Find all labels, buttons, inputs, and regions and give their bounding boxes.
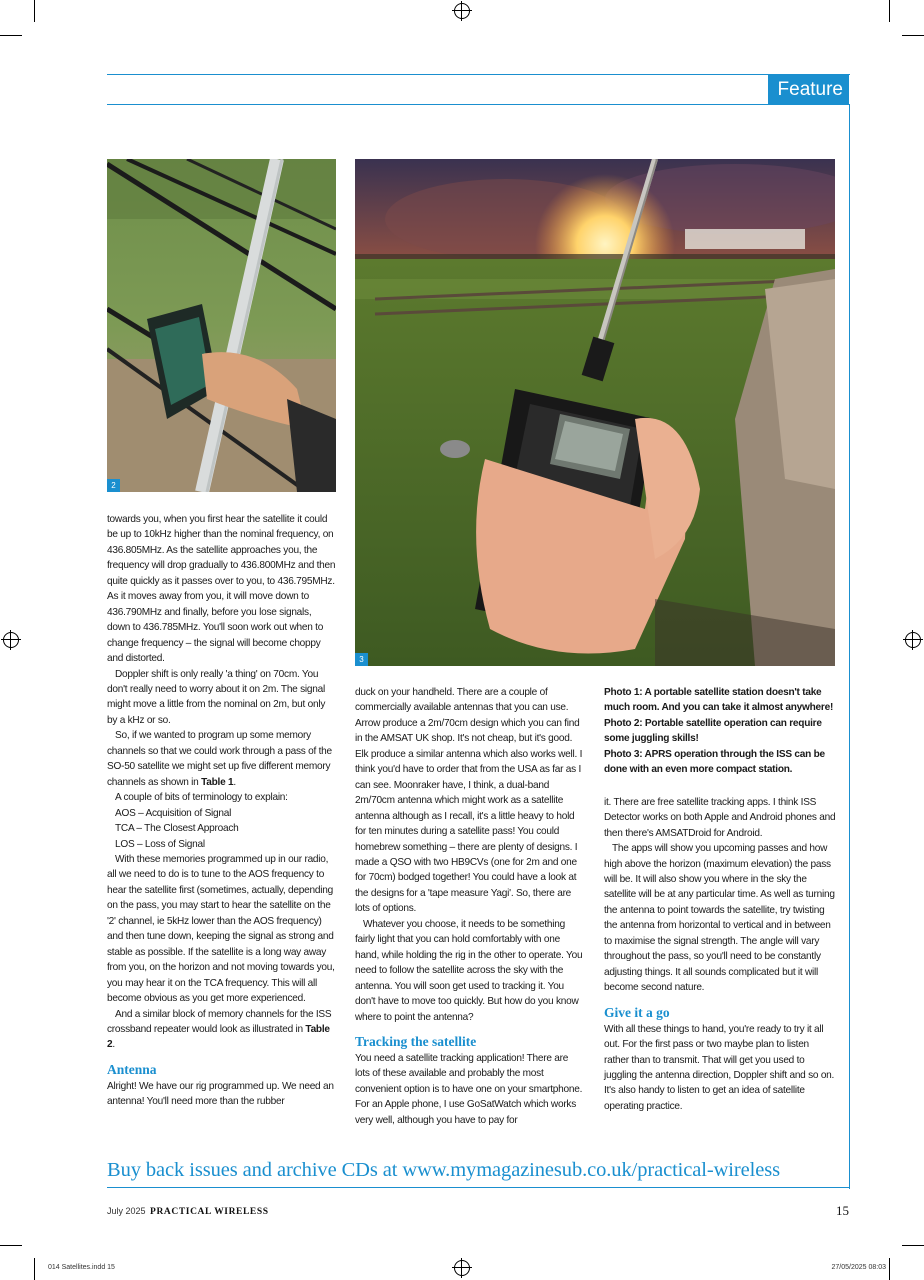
body-paragraph: So, if we wanted to program up some memory channels so that we could work through a pass of the SO-50 satellite we might set up five different memory channels as shown in Table 1.	[107, 730, 332, 788]
yagi-antenna-handheld-photo	[107, 159, 336, 492]
body-paragraph: With these memories programmed up in our radio, all we need to do is to tune to the AOS frequency to hear the satellite first (sometimes, actually, depending on the pass, you may start to hear the satellite on the '2' channel, ie 5kHz lower than the AOS frequency) and then tune down, keeping the signal as strong and stable as possible. If the satellite is a long way away from you, on the horizon and not moving towards you, you may hear it on the TCA frequency. This will all become obvious as you get more experienced.	[107, 853, 335, 1005]
body-paragraph: Doppler shift is only really 'a thing' on 70cm. You don't really need to worry about it on 2m. The signal might move a little from the nominal on 2m, but only by a kHz or so.	[107, 668, 326, 726]
issue-date: July 2025	[107, 1206, 146, 1216]
body-paragraph: The apps will show you upcoming passes and how high above the horizon (maximum elevation) the pass will be. It will also show you where in the sky the satellite will be at any particular time. As well as turning the antenna to point towards the satellite, try twisting the antenna from horizontal to vertical and in between to maximise the signal strength. The angle will vary throughout the pass, so you'll need to be constantly adjusting things. It all sounds complicated but it will become second nature.	[604, 843, 835, 994]
photo-caption: Photo 2: Portable satellite operation can require some juggling skills!	[604, 717, 822, 745]
registration-mark-icon	[905, 632, 921, 648]
section-heading: Tracking the satellite	[355, 1033, 477, 1049]
magazine-title: PRACTICAL WIRELESS	[150, 1207, 269, 1217]
photo-2	[107, 159, 336, 492]
crop-mark	[0, 35, 22, 36]
table-reference: Table 2	[107, 1023, 330, 1051]
table-reference: Table 1	[201, 776, 234, 788]
registration-mark-icon	[454, 3, 470, 19]
terminology-item: LOS – Loss of Signal	[115, 838, 205, 850]
crop-mark	[902, 1245, 924, 1246]
photo-number-badge: 2	[107, 479, 120, 492]
indd-datetime-slug: 27/05/2025 08:03	[831, 1264, 886, 1271]
text-column-2	[355, 685, 585, 1128]
section-heading: Antenna	[107, 1061, 157, 1077]
body-paragraph: Whatever you choose, it needs to be something fairly light that you can hold comfortably with one hand, while holding the rig in the other to operate. You need to follow the satellite across the sky with the antenna. You will soon get used to tracking it. You don't have to move too quickly. But how do you know where to point the antenna?	[355, 918, 583, 1023]
header-rule-bottom	[107, 104, 850, 105]
registration-mark-icon	[3, 632, 19, 648]
photo-caption: Photo 1: A portable satellite station doesn't take much room. And you can take it almost anywhere!	[604, 687, 834, 714]
footer-issue	[107, 1206, 269, 1217]
photo-caption: Photo 3: APRS operation through the ISS can be done with an even more compact station.	[604, 748, 825, 776]
registration-mark-icon	[454, 1260, 470, 1276]
photo-3	[355, 159, 835, 666]
section-heading: Give it a go	[604, 1004, 670, 1020]
crop-mark	[889, 0, 890, 22]
crop-mark	[889, 1258, 890, 1280]
indd-file-slug: 014 Satellites.indd 15	[48, 1264, 115, 1271]
body-paragraph: With all these things to hand, you're ready to try it all out. For the first pass or two maybe plan to listen rather than to transmit. That will get you used to juggling the antenna direction, Doppler shift and so on. It's also handy to listen to get an idea of satellite operating practice.	[604, 1023, 835, 1112]
crop-mark	[0, 1245, 22, 1246]
photo-captions	[604, 685, 836, 778]
header-rule-top	[107, 74, 850, 75]
crop-mark	[34, 1258, 35, 1280]
photo-number-badge: 3	[355, 653, 368, 666]
text-column-3	[604, 685, 836, 1114]
body-paragraph: Alright! We have our rig programmed up. We need an antenna! You'll need more than the rubber	[107, 1080, 334, 1108]
body-paragraph: You need a satellite tracking application! There are lots of these available and probably the most convenient option is to have one on your smartphone. For an Apple phone, I use GoSatWatch which works very well, although you have to pay for	[355, 1052, 583, 1126]
terminology-item: TCA – The Closest Approach	[115, 823, 239, 835]
page-number: 15	[836, 1203, 849, 1218]
footer-rule	[107, 1187, 850, 1188]
crop-mark	[34, 0, 35, 22]
back-issues-banner: Buy back issues and archive CDs at www.mymagazinesub.co.uk/practical-wireless	[107, 1159, 780, 1181]
body-paragraph: And a similar block of memory channels for the ISS crossband repeater would look as illustrated in Table 2.	[107, 1008, 332, 1051]
body-paragraph: it. There are free satellite tracking apps. I think ISS Detector works on both Apple and Android phones and then there's AMSATDroid for Android.	[604, 796, 836, 839]
crop-mark	[902, 35, 924, 36]
right-margin-rule	[849, 104, 850, 1189]
terminology-item: AOS – Acquisition of Signal	[115, 807, 232, 819]
body-paragraph: duck on your handheld. There are a couple of commercially available antennas that you can use. Arrow produce a 2m/70cm design which you can find in the AMSAT UK shop. It's not cheap, but it's good. Elk produce a similar antenna which also works well. I think you'd have to order that from the USA as far as I can see. Moonraker have, I think, a dual-band 2m/70cm antenna which might work as a satellite antenna although as I recall, it's a little heavy to hold for ten minutes during a satellite pass! You could homebrew something – there are plenty of designs. I made a QSO with two HB9CVs (one for 2m and one for 70cm) bodged together! You could have a look at the designs for a 'tape measure Yagi'. So, there are lots of options.	[355, 687, 583, 915]
section-label: Feature	[768, 75, 849, 105]
kenwood-handheld-sunset-photo	[355, 159, 835, 666]
body-paragraph: A couple of bits of terminology to explain:	[115, 792, 288, 804]
body-paragraph: towards you, when you first hear the satellite it could be up to 10kHz higher than the nominal frequency, on 436.805MHz. As the satellite approaches you, the frequency will drop gradually to 436.800MHz and then quite quickly as it passes over to you, to 436.795MHz. As it moves away from you, it will move down to 436.790MHz and finally, before you lose signals, down to 436.785MHz. You'll soon work out when to change frequency – the signal will become choppy and distorted.	[107, 514, 336, 665]
text-column-1	[107, 512, 336, 1110]
